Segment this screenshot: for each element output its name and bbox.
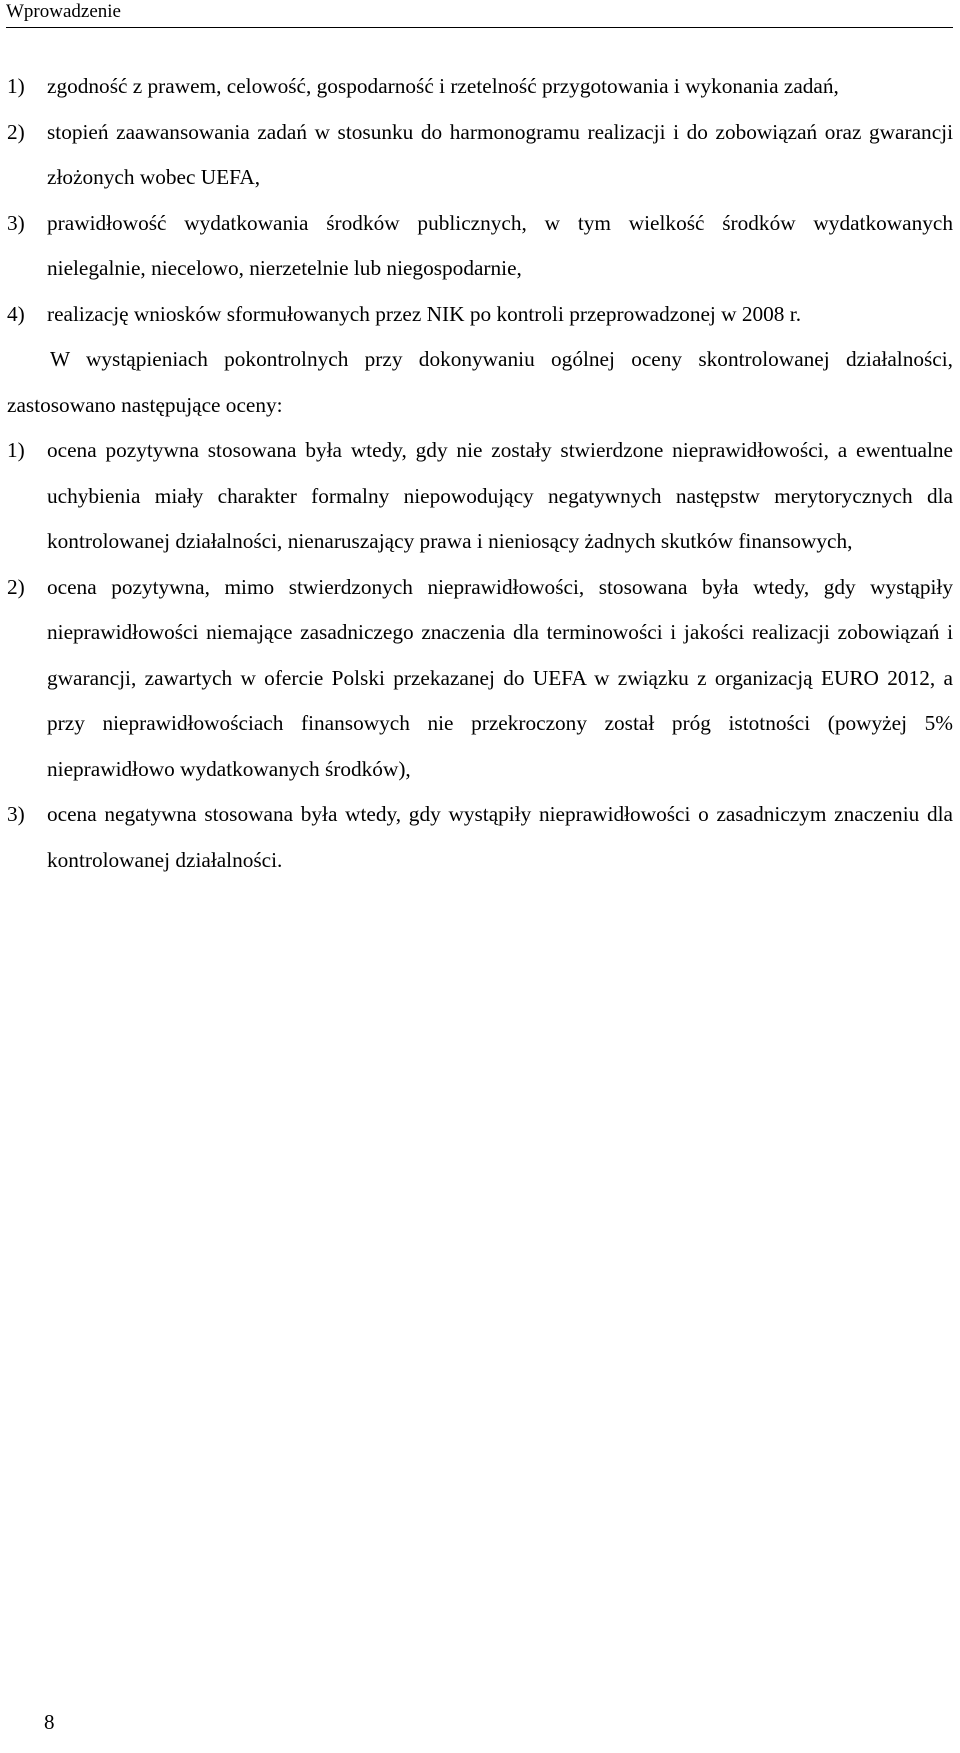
list-item-text: stopień zaawansowania zadań w stosunku do harmonogramu realizacji i do zobowiązań oraz gwarancji złożonych wobec UEFA, bbox=[47, 119, 953, 189]
list-item-text: prawidłowość wydatkowania środków publicznych, w tym wielkość środków wydatkowanych nielegalnie, niecelowo, nierzetelnie lub niegospodarnie, bbox=[47, 210, 953, 280]
section-title: Wprowadzenie bbox=[6, 1, 121, 22]
list-item bbox=[7, 565, 953, 793]
list-item bbox=[7, 292, 953, 338]
body-paragraph: W wystąpieniach pokontrolnych przy dokonywaniu ogólnej oceny skontrolowanej działalności, zastosowano następujące oceny: bbox=[7, 347, 953, 417]
list-item-number: 2) bbox=[7, 119, 25, 144]
list-item-text: ocena negatywna stosowana była wtedy, gdy wystąpiły nieprawidłowości o zasadniczym znaczeniu dla kontrolowanej działalności. bbox=[47, 802, 953, 872]
list-item bbox=[7, 428, 953, 565]
list-item-number: 3) bbox=[7, 802, 25, 826]
running-header bbox=[6, 0, 953, 28]
ratings-list bbox=[7, 428, 953, 883]
list-item-number: 3) bbox=[7, 210, 25, 235]
list-item bbox=[7, 64, 953, 110]
list-item bbox=[7, 110, 953, 201]
list-item-text: zgodność z prawem, celowość, gospodarność i rzetelność przygotowania i wykonania zadań, bbox=[47, 74, 839, 98]
page-number: 8 bbox=[44, 1710, 55, 1734]
list-item-number: 2) bbox=[7, 574, 25, 599]
list-item-number: 1) bbox=[7, 74, 25, 98]
list-item-text: ocena pozytywna stosowana była wtedy, gdy nie zostały stwierdzone nieprawidłowości, a ewentualne uchybienia miały charakter formalny niepowodujący negatywnych następstw merytorycznych dla kontrolowanej działalności, nienaruszający prawa i nieniosący żadnych skutków finansowych, bbox=[47, 438, 953, 553]
assessment-criteria-list bbox=[7, 64, 953, 337]
list-item-text: ocena pozytywna, mimo stwierdzonych nieprawidłowości, stosowana była wtedy, gdy wystąpiły nieprawidłowości niemające zasadniczego znaczenia dla terminowości i jakości realizacji zobowiązań i gwarancji, zawartych w ofercie Polski przekazanej do UEFA w związku z organizacją EURO 2012, a przy nieprawidłowościach finansowych nie przekroczony został próg istotności (powyżej 5% nieprawidłowo wydatkowanych środków), bbox=[47, 574, 953, 781]
list-item bbox=[7, 201, 953, 292]
document-body bbox=[7, 64, 953, 883]
list-item bbox=[7, 792, 953, 883]
list-item-number: 1) bbox=[7, 438, 25, 462]
list-item-number: 4) bbox=[7, 301, 25, 326]
list-item-text: realizację wniosków sformułowanych przez NIK po kontroli przeprowadzonej w 2008 r. bbox=[47, 301, 802, 326]
